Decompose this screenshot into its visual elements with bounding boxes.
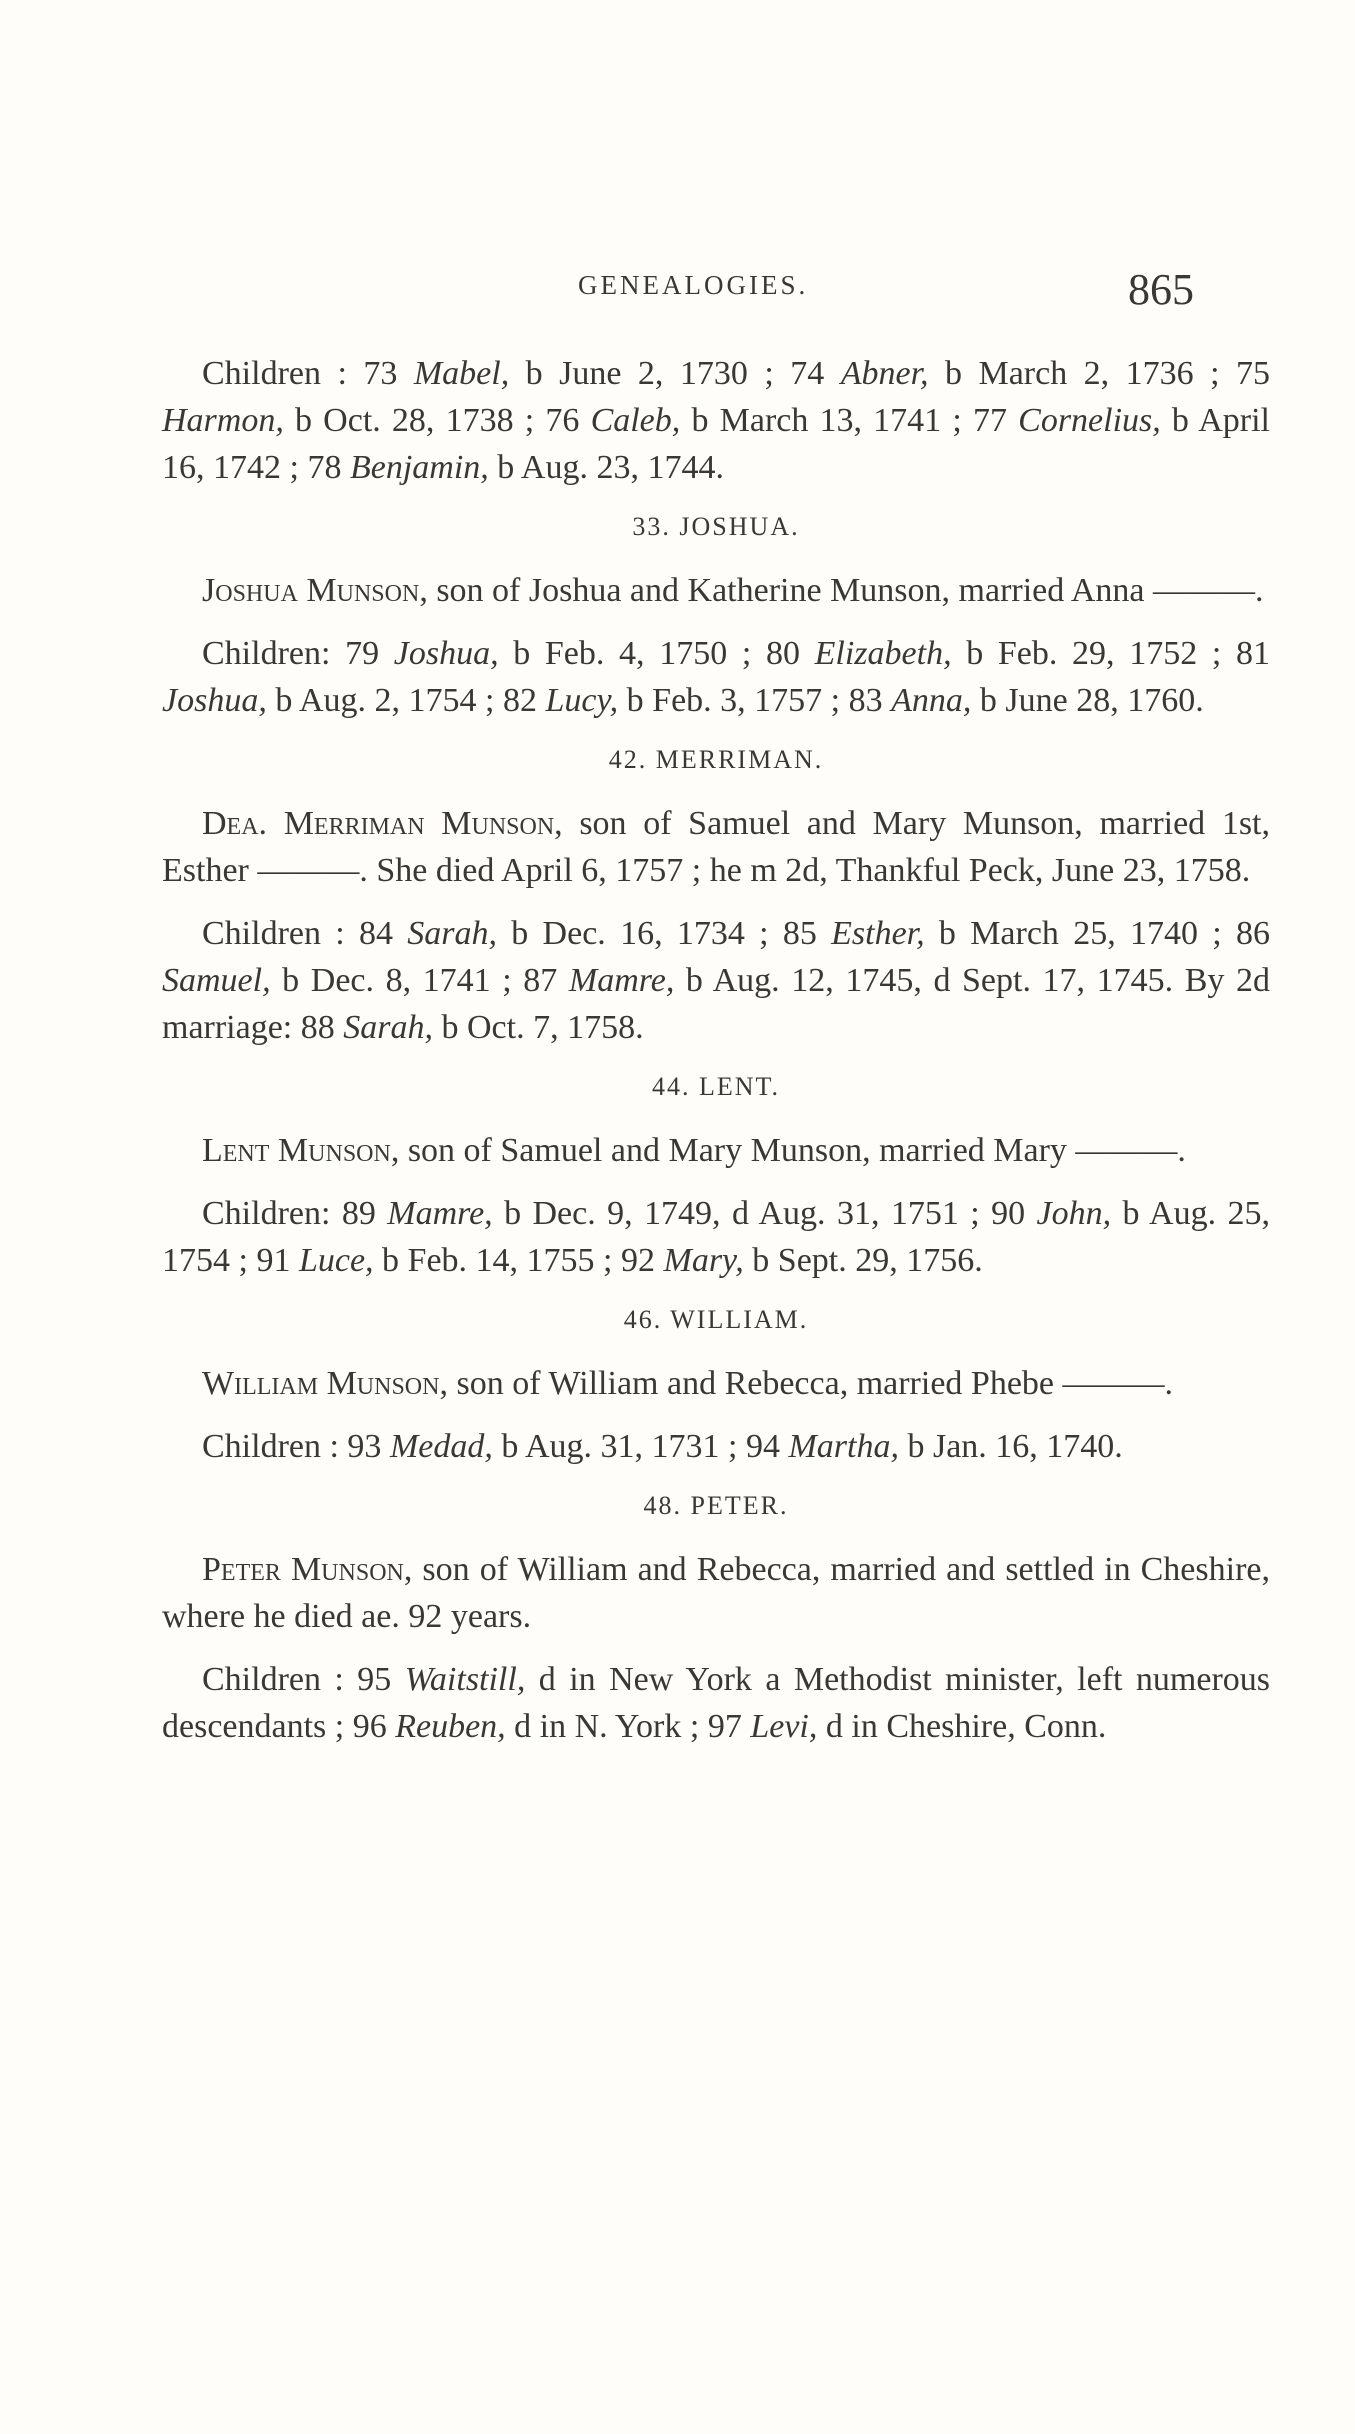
paragraph-biography: Lent Munson, son of Samuel and Mary Munson, married Mary ———. [202, 1132, 1186, 1169]
paragraph-children-list: Children : 73 Mabel, b June 2, 1730 ; 74 Abner, b March 2, 1736 ; 75 Harmon, b Oct. 28, 1738 ; 76 Caleb, b March 13, 1741 ; 77 Cornelius, b April 16, 1742 ; 78 Benjamin, b Aug. 23, 1744. [162, 355, 1270, 486]
running-title: GENEALOGIES. [578, 270, 809, 300]
paragraph-children-list: Children : 93 Medad, b Aug. 31, 1731 ; 94 Martha, b Jan. 16, 1740. [202, 1428, 1123, 1465]
section-heading: 44. LENT. [652, 1072, 780, 1101]
page-body [162, 350, 1270, 1766]
paragraph-biography: William Munson, son of William and Rebecca, married Phebe ———. [202, 1365, 1174, 1402]
section-heading: 33. JOSHUA. [632, 512, 800, 541]
page-header [0, 265, 1355, 330]
paragraph-biography: Peter Munson, son of William and Rebecca, married and settled in Cheshire, where he died ae. 92 years. [162, 1551, 1270, 1635]
paragraph-children-list: Children : 95 Waitstill, d in New York a Methodist minister, left numerous descendants ; 96 Reuben, d in N. York ; 97 Levi, d in Cheshire, Conn. [162, 1661, 1270, 1745]
paragraph-biography: Dea. Merriman Munson, son of Samuel and Mary Munson, married 1st, Esther ———. She died April 6, 1757 ; he m 2d, Thankful Peck, June 23, 1758. [162, 805, 1271, 889]
section-heading: 46. WILLIAM. [623, 1305, 809, 1334]
paragraph-children-list: Children: 79 Joshua, b Feb. 4, 1750 ; 80 Elizabeth, b Feb. 29, 1752 ; 81 Joshua, b Aug. 2, 1754 ; 82 Lucy, b Feb. 3, 1757 ; 83 Anna, b June 28, 1760. [162, 635, 1270, 719]
section-heading: 48. PETER. [643, 1491, 789, 1520]
paragraph-children-list: Children : 84 Sarah, b Dec. 16, 1734 ; 85 Esther, b March 25, 1740 ; 86 Samuel, b Dec. 8, 1741 ; 87 Mamre, b Aug. 12, 1745, d Sept. 17, 1745. By 2d marriage: 88 Sarah, b Oct. 7, 1758. [162, 915, 1270, 1046]
section-heading: 42. MERRIMAN. [608, 745, 824, 774]
paragraph-children-list: Children: 89 Mamre, b Dec. 9, 1749, d Aug. 31, 1751 ; 90 John, b Aug. 25, 1754 ; 91 Luce, b Feb. 14, 1755 ; 92 Mary, b Sept. 29, 1756. [162, 1195, 1271, 1279]
paragraph-biography: Joshua Munson, son of Joshua and Katherine Munson, married Anna ———. [202, 572, 1264, 609]
page-number: 865 [1128, 265, 1194, 314]
